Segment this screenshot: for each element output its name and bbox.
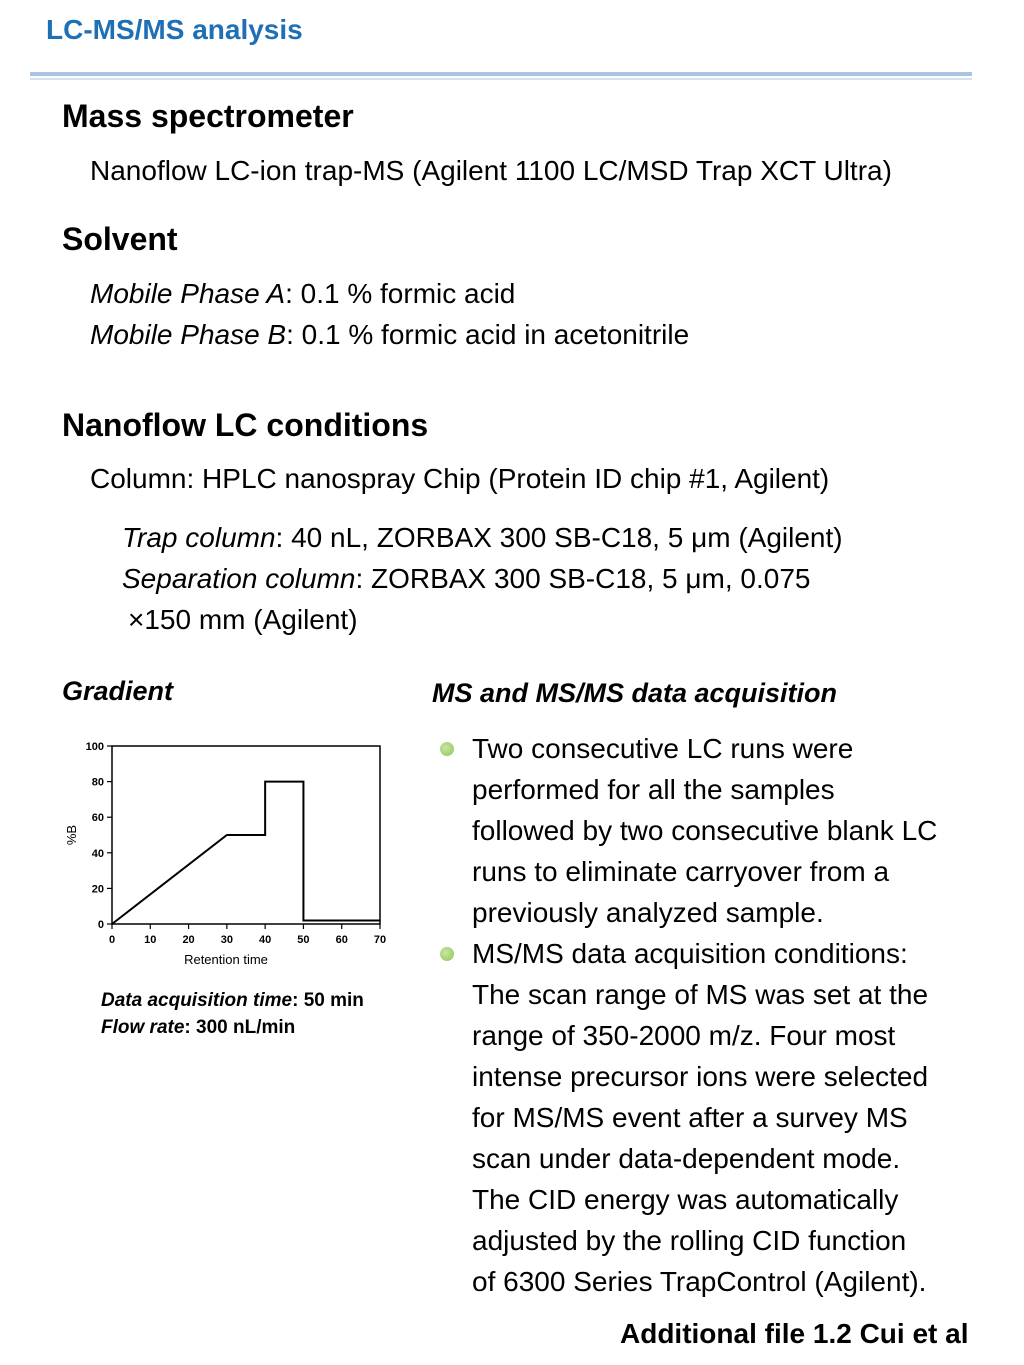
mass-spectrometer-text: Nanoflow LC-ion trap-MS (Agilent 1100 LC/MSD Trap XCT Ultra) bbox=[90, 155, 892, 186]
gradient-heading: Gradient bbox=[62, 676, 174, 706]
acquisition-time bbox=[101, 990, 364, 1012]
mobile-phase-b-label: Mobile Phase B bbox=[90, 319, 287, 350]
flow-rate-value: : 300 nL/min bbox=[184, 1017, 296, 1038]
x-tick-label: 50 bbox=[297, 934, 310, 946]
acquisition-time-label: Data acquisition time bbox=[101, 990, 293, 1011]
x-tick-label: 30 bbox=[220, 934, 233, 946]
x-tick-label: 10 bbox=[144, 934, 157, 946]
footer-note: Additional file 1.2 Cui et al bbox=[620, 1318, 969, 1349]
x-tick-label: 60 bbox=[335, 934, 348, 946]
bullet-2-text bbox=[472, 933, 928, 1302]
x-tick-label: 40 bbox=[259, 934, 272, 946]
bullet-2-line: for MS/MS event after a survey MS bbox=[472, 1102, 908, 1133]
separation-column-value: : ZORBAX 300 SB-C18, 5 μm, 0.075 bbox=[355, 563, 811, 594]
y-tick-label: 80 bbox=[91, 776, 104, 789]
bullet-2-icon bbox=[440, 947, 454, 961]
bullet-2-line: The CID energy was automatically bbox=[472, 1184, 899, 1215]
mass-spectrometer-heading: Mass spectrometer bbox=[62, 98, 354, 134]
bullet-2-line: scan under data-dependent mode. bbox=[472, 1143, 901, 1174]
acquisition-heading: MS and MS/MS data acquisition bbox=[432, 678, 838, 708]
y-axis-label: %B bbox=[64, 824, 79, 846]
bullet-2-line: of 6300 Series TrapControl (Agilent). bbox=[472, 1266, 927, 1297]
x-tick-label: 70 bbox=[373, 934, 387, 946]
page-title: LC-MS/MS analysis bbox=[46, 14, 303, 45]
bullet-2-line: The scan range of MS was set at the bbox=[472, 979, 929, 1010]
mobile-phase-a-label: Mobile Phase A bbox=[90, 278, 286, 309]
lc-conditions-heading: Nanoflow LC conditions bbox=[62, 407, 429, 443]
acquisition-time-value: : 50 min bbox=[292, 990, 364, 1011]
y-tick-label: 60 bbox=[91, 812, 104, 825]
bullet-2-line: intense precursor ions were selected bbox=[472, 1061, 929, 1092]
mobile-phase-a-value: : 0.1 % formic acid bbox=[285, 278, 516, 309]
x-tick-label: 0 bbox=[108, 934, 116, 946]
separation-column-cont: ×150 mm (Agilent) bbox=[128, 604, 358, 635]
y-tick-label: 40 bbox=[91, 847, 104, 860]
y-tick-label: 100 bbox=[85, 741, 104, 753]
column-text: Column: HPLC nanospray Chip (Protein ID chip #1, Agilent) bbox=[90, 463, 830, 494]
bullet-1-text bbox=[472, 728, 937, 933]
separation-column-label: Separation column bbox=[122, 563, 356, 594]
bullet-1-icon bbox=[440, 742, 454, 756]
trap-column-value: : 40 nL, ZORBAX 300 SB-C18, 5 μm (Agilent) bbox=[275, 522, 843, 553]
gradient-series-line bbox=[112, 782, 380, 924]
flow-rate bbox=[101, 1017, 295, 1039]
bullet-1-line: performed for all the samples bbox=[472, 774, 835, 805]
bullet-1-line: runs to eliminate carryover from a bbox=[472, 856, 890, 887]
bullet-2-line: range of 350-2000 m/z. Four most bbox=[472, 1020, 896, 1051]
flow-rate-label: Flow rate bbox=[101, 1017, 185, 1038]
x-tick-label: 20 bbox=[182, 934, 195, 946]
solvent-heading: Solvent bbox=[62, 221, 178, 257]
x-axis-label: Retention time bbox=[184, 952, 268, 967]
bullet-1-line: followed by two consecutive blank LC bbox=[472, 815, 938, 846]
y-tick-label: 0 bbox=[97, 919, 104, 931]
trap-column-label: Trap column bbox=[122, 522, 276, 553]
mobile-phase-b-value: : 0.1 % formic acid in acetonitrile bbox=[286, 319, 690, 350]
bullet-1-line: previously analyzed sample. bbox=[472, 897, 824, 928]
bullet-2-line: adjusted by the rolling CID function bbox=[472, 1225, 907, 1256]
bullet-2-line: MS/MS data acquisition conditions: bbox=[472, 938, 908, 969]
bullet-1-line: Two consecutive LC runs were bbox=[472, 733, 854, 764]
y-tick-label: 20 bbox=[91, 883, 104, 896]
